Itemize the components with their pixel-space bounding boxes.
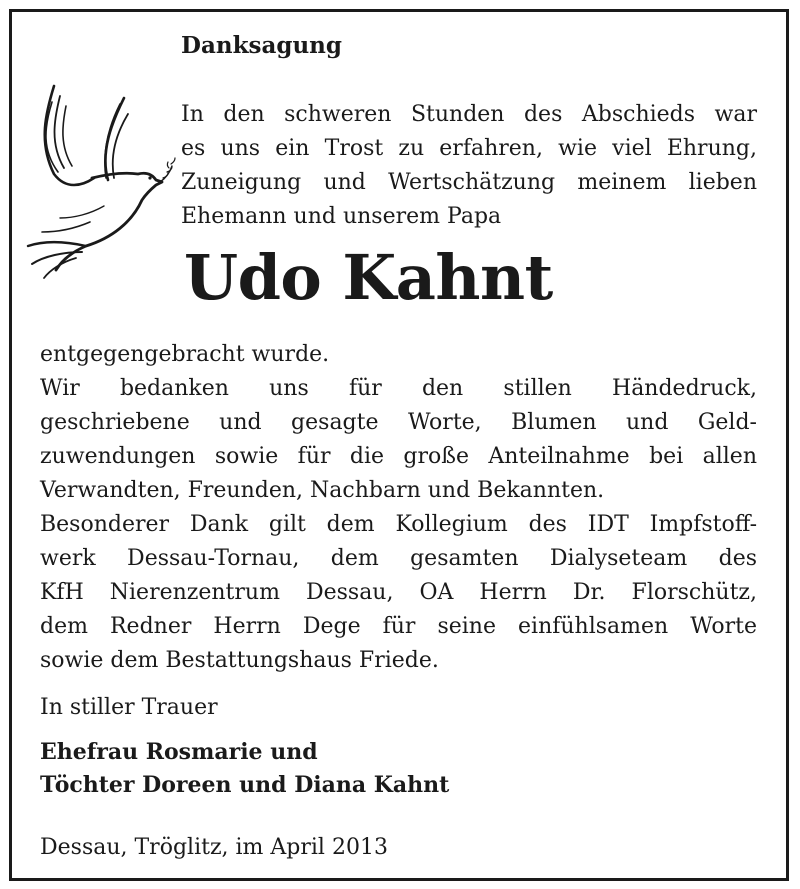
body-line: KfH Nierenzentrum Dessau, OA Herrn Dr. Florschütz, — [40, 580, 757, 605]
body-line: entgegengebracht wurde. — [40, 342, 330, 367]
deceased-name: Udo Kahnt — [184, 241, 553, 314]
family-line: Ehefrau Rosmarie und — [40, 739, 318, 765]
body-line: dem Redner Herrn Dege für seine einfühlsamen Worte — [40, 614, 757, 639]
body-line: Besonderer Dank gilt dem Kollegium des IDT Impfstoff- — [40, 512, 757, 537]
body-line: zuwendungen sowie für die große Anteilnahme bei allen — [40, 444, 757, 469]
body-line: werk Dessau-Tornau, dem gesamten Dialyseteam des — [40, 546, 757, 571]
heading: Danksagung — [181, 32, 342, 59]
body-line: Verwandten, Freunden, Nachbarn und Bekannten. — [40, 478, 605, 503]
body-line: geschriebene und gesagte Worte, Blumen und Geld- — [40, 410, 757, 435]
dove-icon — [20, 82, 180, 282]
body-line: sowie dem Bestattungshaus Friede. — [40, 648, 439, 673]
body-line: Wir bedanken uns für den stillen Händedruck, — [40, 376, 757, 401]
intro-line: Zuneigung und Wertschätzung meinem lieben — [181, 170, 757, 195]
intro-line: Ehemann und unserem Papa — [181, 204, 502, 229]
intro-paragraph — [181, 98, 757, 234]
intro-line: es uns ein Trost zu erfahren, wie viel Ehrung, — [181, 136, 757, 161]
place-date: Dessau, Tröglitz, im April 2013 — [40, 835, 388, 860]
family-signature — [40, 736, 449, 802]
thanks-paragraph — [40, 338, 757, 678]
intro-line: In den schweren Stunden des Abschieds war — [181, 102, 757, 127]
family-line: Töchter Doreen und Diana Kahnt — [40, 772, 450, 798]
mourning-line: In stiller Trauer — [40, 695, 218, 720]
